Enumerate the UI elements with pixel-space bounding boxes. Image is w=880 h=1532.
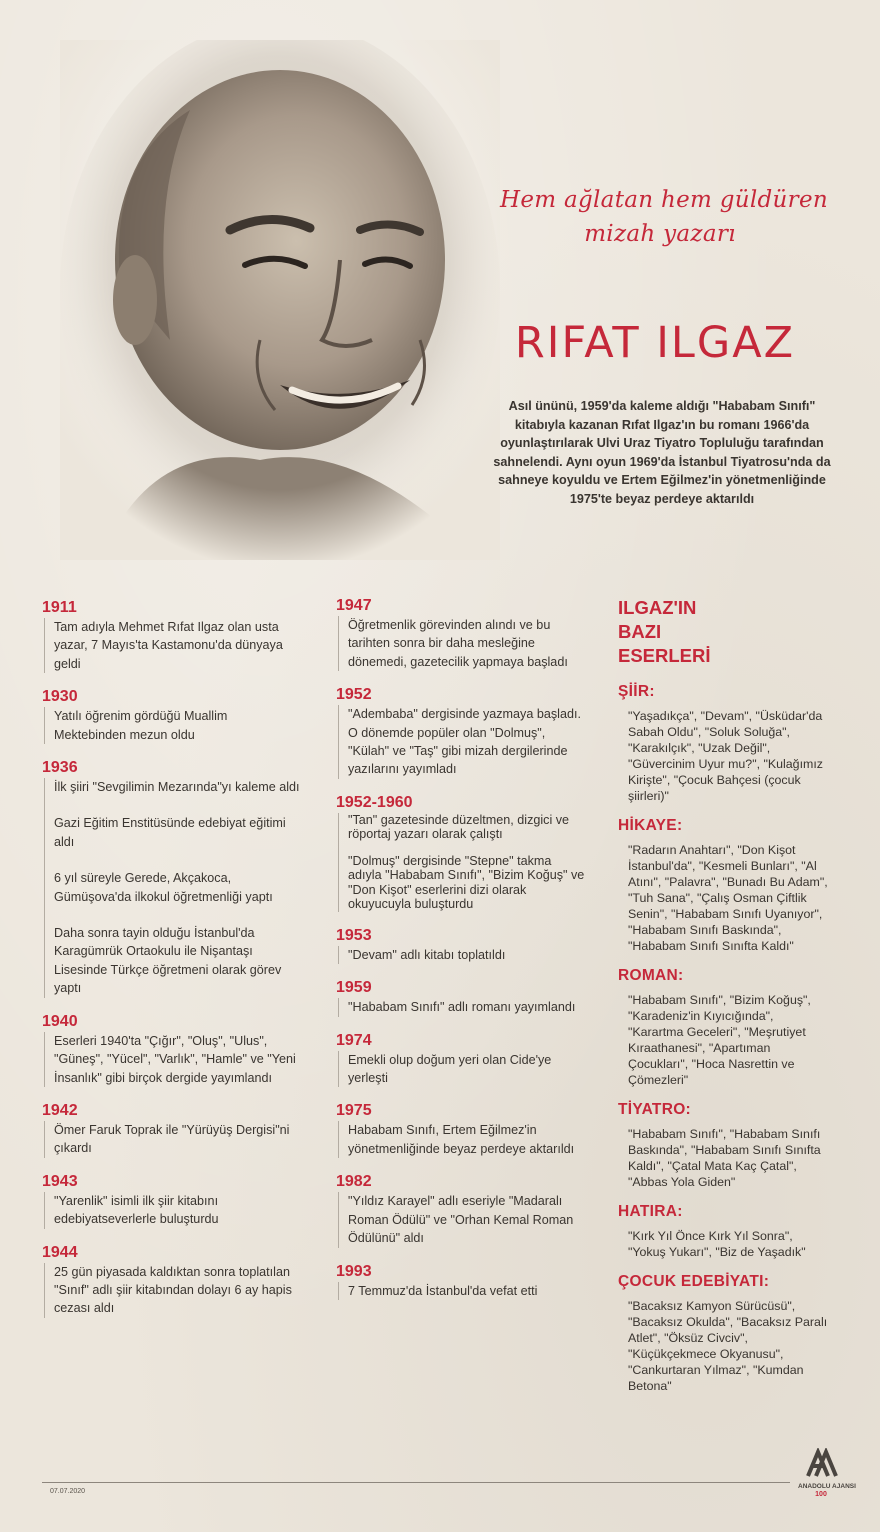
publish-date: 07.07.2020 [50,1488,86,1495]
timeline-body [338,1192,586,1247]
intro-text: Asıl ününü, 1959'da kaleme aldığı "Hababam Sınıfı" kitabıyla kazanan Rıfat Ilgaz'ın bu romanı 1966'da oyunlaştırılarak Ulvi Uraz Tiyatro Topluluğu tarafından sahnelendi. Aynı oyun 1969'da İstanbul Tiyatrosu'nda da sahneye koyuldu ve Ertem Eğilmez'in yönetmenliğinde 1975'te beyaz perdeye aktarıldı [493,399,831,506]
timeline-year: 1982 [336,1173,372,1191]
timeline-body [44,1121,302,1158]
timeline-body [44,618,302,673]
timeline-right [336,596,586,1314]
works-category-list: "Kırk Yıl Önce Kırk Yıl Sonra", "Yokuş Yukarı", "Biz de Yaşadık" [628,1229,806,1259]
timeline-year: 1944 [42,1243,78,1261]
timeline-entry [336,1172,586,1247]
timeline-body [338,1282,586,1300]
timeline-year: 1953 [336,926,372,944]
timeline-year: 1993 [336,1262,372,1280]
works-category [618,682,828,804]
timeline-year: 1940 [42,1012,78,1030]
tagline-line-1: Hem ağlatan hem güldüren [500,187,828,213]
timeline-entry [336,1101,586,1158]
tagline-line-2: mizah yazarı [584,221,736,247]
timeline-year: 1974 [336,1031,372,1049]
timeline-entry [336,978,586,1016]
works-category [618,816,828,954]
timeline-body [44,707,302,744]
works-category [618,1202,828,1260]
footer-divider [42,1482,790,1483]
timeline-entry [42,1172,302,1229]
timeline-body [338,998,586,1016]
timeline-text: "Tan" gazetesinde düzeltmen, dizgici ve röportaj yazarı olarak çalıştı [348,812,570,842]
timeline-year: 1952 [336,686,372,704]
logo-icon [804,1448,838,1478]
timeline-text: Öğretmenlik görevinden alındı ve bu tarihten sonra bir daha mesleğine dönemedi, gazetecilik yapmaya başladı [348,618,568,669]
timeline-text: Eserleri 1940'ta "Çığır", "Oluş", "Ulus", "Güneş", "Yücel", "Varlık", "Hamle" ve "Yeni İnsanlık" gibi birçok dergide yayımlandı [54,1033,296,1085]
timeline-entry [336,926,586,964]
timeline-entry [336,685,586,779]
works-category [618,1272,828,1394]
works-category-list: "Hababam Sınıfı", "Hababam Sınıfı Baskında", "Hababam Sınıfı Sınıfta Kaldı", "Çatal Mata Kaç Çatal", "Abbas Yola Giden" [628,1127,821,1189]
timeline-text: "Hababam Sınıfı" adlı romanı yayımlandı [348,1000,576,1015]
timeline-entry [336,1031,586,1088]
page-title: RIFAT ILGAZ [514,318,796,368]
works-title-line-2: BAZI [618,621,662,642]
timeline-text: "Adembaba" dergisinde yazmaya başladı. O dönemde popüler olan "Dolmuş", "Külah" ve "Taş" gibi mizah dergilerinde yazılarını yayımladı [348,707,581,777]
timeline-entry [42,758,302,998]
timeline-text: "Yıldız Karayel" adlı eseriyle "Madaralı Roman Ödülü" ve "Orhan Kemal Roman Ödülünü" aldı [348,1194,574,1246]
timeline-body [338,1121,586,1158]
timeline-body [338,705,586,779]
works-category-title: ŞİİR: [618,683,655,700]
timeline-entry [42,598,302,673]
works-category [618,966,828,1088]
timeline-body [44,1032,302,1087]
timeline-year: 1943 [42,1172,78,1190]
timeline-text: İlk şiiri "Sevgilimin Mezarında"yı kaleme aldı [54,780,300,795]
works-title-line-3: ESERLERİ [618,645,711,666]
timeline-year: 1959 [336,979,372,997]
works-categories [618,682,828,1394]
timeline-text: 25 gün piyasada kaldıktan sonra toplatılan "Sınıf" adlı şiir kitabından dolayı 6 ay hapis cezası aldı [54,1264,292,1316]
timeline-text: "Devam" adlı kitabı toplatıldı [348,947,506,962]
works-title-line-1: ILGAZ'IN [618,597,697,618]
logo-text: ANADOLU AJANSI [798,1483,856,1490]
timeline-entry [336,1262,586,1300]
works-category-title: ÇOCUK EDEBİYATI: [618,1273,770,1290]
timeline-entry [42,1101,302,1158]
timeline-text: Gazi Eğitim Enstitüsünde edebiyat eğitimi aldı [54,816,286,849]
timeline-text: 6 yıl süreyle Gerede, Akçakoca, Gümüşova'da ilkokul öğretmenliği yaptı [54,871,273,904]
timeline-year: 1936 [42,759,78,777]
timeline-text: Emekli olup doğum yeri olan Cide'ye yerleşti [348,1052,552,1086]
works-category-list: "Bacaksız Kamyon Sürücüsü", "Bacaksız Okulda", "Bacaksız Paralı Atlet", "Öksüz Civciv", "Küçükçekmece Okyanusu", "Cankurtaran Yılmaz", "Kumdan Betona" [628,1299,828,1393]
tagline [500,183,828,251]
works-category-list: "Yaşadıkça", "Devam", "Üsküdar'da Sabah Oldu", "Soluk Soluğa", "Karakılçık", "Uzak Değil", "Güvercinim Uyur mu?", "Kulağımız Kirişte", "Çocuk Bahçesi (çocuk şiirleri)" [628,709,823,803]
timeline-text: Hababam Sınıfı, Ertem Eğilmez'in yönetmenliğinde beyaz perdeye aktarıldı [348,1123,575,1156]
works-category [618,1100,828,1190]
works-title [618,596,828,668]
timeline-entry [336,596,586,671]
timeline-text: "Dolmuş" dergisinde "Stepne" takma adıyla "Hababam Sınıfı", "Bizim Koğuş" ve "Don Kişot" eserlerini dizi olarak okuyucuyla buluşturdu [348,853,585,912]
timeline-year: 1952-1960 [336,793,413,811]
timeline-entry [42,1243,302,1318]
timeline-body [338,616,586,671]
timeline-entry [42,687,302,744]
timeline-body [44,778,302,998]
works-category-title: TİYATRO: [618,1101,692,1118]
timeline-body [338,813,586,912]
timeline-body [44,1192,302,1229]
timeline-left [42,598,302,1332]
timeline-body [338,946,586,964]
logo-anniversary: 100 [815,1491,827,1498]
works-category-title: ROMAN: [618,967,684,984]
agency-logo [798,1448,856,1506]
timeline-year: 1947 [336,597,372,614]
works-category-list: "Hababam Sınıfı", "Bizim Koğuş", "Karadeniz'in Kıyıcığında", "Karartma Geceleri", "Meşrutiyet Kıraathanesi", "Apartıman Çocukları", "Hoca Nasrettin ve Çömezleri" [628,993,811,1087]
timeline-year: 1975 [336,1102,372,1120]
timeline-text: 7 Temmuz'da İstanbul'da vefat etti [348,1283,538,1298]
timeline-body [338,1051,586,1088]
works-category-title: HATIRA: [618,1203,683,1220]
timeline-text: Yatılı öğrenim gördüğü Muallim Mektebinden mezun oldu [54,709,228,742]
timeline-year: 1911 [42,599,77,616]
timeline-body [44,1263,302,1318]
timeline-entry [42,1012,302,1087]
timeline-year: 1942 [42,1101,78,1119]
timeline-year: 1930 [42,688,78,706]
timeline-text: Tam adıyla Mehmet Rıfat Ilgaz olan usta yazar, 7 Mayıs'ta Kastamonu'da dünyaya geldi [54,620,283,671]
timeline-text: Ömer Faruk Toprak ile "Yürüyüş Dergisi"ni çıkardı [54,1122,290,1156]
works-section [618,596,828,1406]
works-category-title: HİKAYE: [618,817,683,834]
timeline-entry [336,793,586,912]
works-category-list: "Radarın Anahtarı", "Don Kişot İstanbul'da", "Kesmeli Bunları", "Al Atını", "Palavra", "Bunadı Bu Adam", "Tuh Sana", "Çalış Osman Çiftlik Senin", "Hababam Sınıfı Uyanıyor", "Hababam Sınıfı Baskında", "Hababam Sınıfı Sınıfta Kaldı" [628,843,828,953]
timeline-text: Daha sonra tayin olduğu İstanbul'da Karagümrük Ortaokulu ile Nişantaşı Lisesinde Türkçe öğretmeni olarak görev yaptı [54,926,282,996]
portrait-photo [60,40,500,560]
timeline-text: "Yarenlik" isimli ilk şiir kitabını edebiyatseverlerle buluşturdu [54,1193,219,1227]
